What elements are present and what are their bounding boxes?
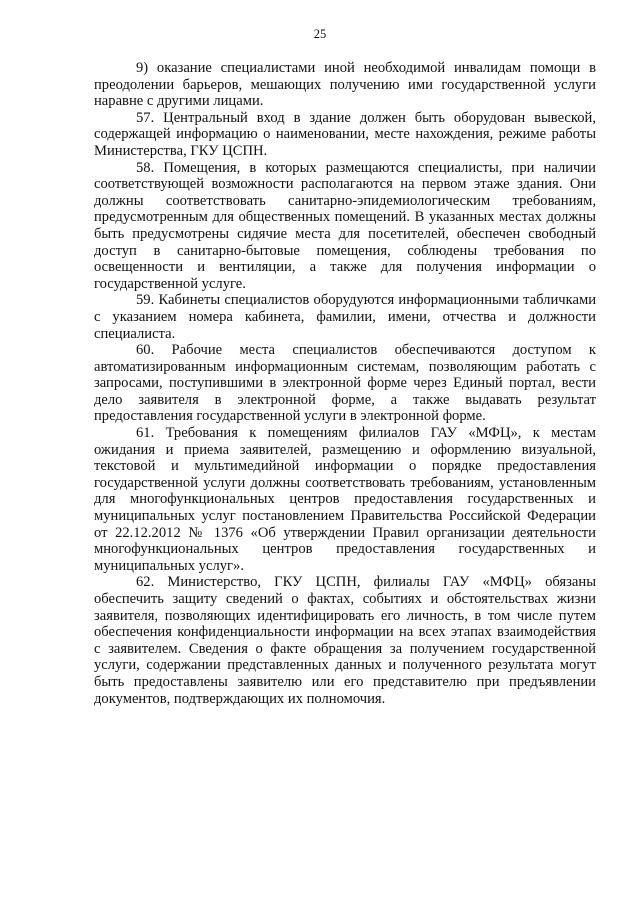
paragraph-item-9: 9) оказание специалистами иной необходимой инвалидам помощи в преодолении барьеров, мешающих получению ими государственной услуги наравне с другими лицами. [94,60,596,110]
paragraph-58: 58. Помещения, в которых размещаются специалисты, при наличии соответствующей возможности располагаются на первом этаже здания. Они должны соответствовать санитарно-эпидемиологическим требованиям, предусмотренным для общественных помещений. В указанных местах должны быть предусмотрены сидячие места для посетителей, обеспечен свободный доступ в санитарно-бытовые помещения, соблюдены требования по освещенности и вентиляции, а также для получения информации о государственной услуге. [94,159,596,292]
paragraph-61: 61. Требования к помещениям филиалов ГАУ «МФЦ», к местам ожидания и приема заявителей, размещению и оформлению визуальной, текстовой и мультимедийной информации о порядке предоставления государственной услуги должны соответствовать требованиям, установленным для многофункциональных центров предоставления государственных и муниципальных услуг постановлением Правительства Российской Федерации от 22.12.2012 № 1376 «Об утверждении Правил организации деятельности многофункциональных центров предоставления государственных и муниципальных услуг». [94,425,596,574]
paragraph-62: 62. Министерство, ГКУ ЦСПН, филиалы ГАУ «МФЦ» обязаны обеспечить защиту сведений о фактах, событиях и обстоятельствах жизни заявителя, позволяющих идентифицировать его личность, в том числе путем обеспечения конфиденциальности информации на всех этапах взаимодействия с заявителем. Сведения о факте обращения за получением государственной услуги, содержании представленных данных и полученного результата могут быть предоставлены заявителю или его представителю при предъявлении документов, подтверждающих их полномочия. [94,574,596,707]
paragraph-59: 59. Кабинеты специалистов оборудуются информационными табличками с указанием номера кабинета, фамилии, имени, отчества и должности специалиста. [94,292,596,342]
paragraph-57: 57. Центральный вход в здание должен быть оборудован вывеской, содержащей информацию о наименовании, месте нахождения, режиме работы Министерства, ГКУ ЦСПН. [94,109,596,159]
page-number: 25 [313,27,327,41]
paragraph-60: 60. Рабочие места специалистов обеспечиваются доступом к автоматизированным информационным системам, позволяющим работать с запросами, поступившими в электронной форме через Единый портал, вести дело заявителя в электронной форме, а также выдавать результат предоставления государственной услуги в электронной форме. [94,342,596,425]
document-body [94,60,596,707]
